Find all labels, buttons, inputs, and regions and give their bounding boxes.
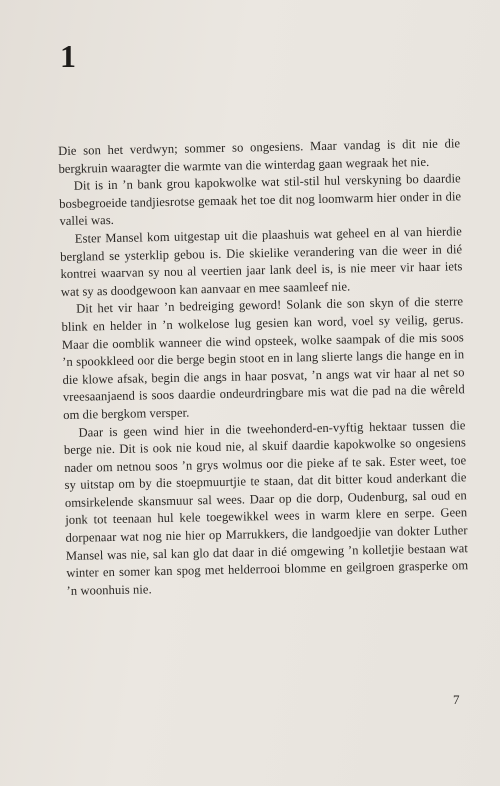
paragraph-4: Dit het vir haar ’n bedreiging geword! Solank die son skyn of die sterre blink en helder in ’n wolkelose lug gesien kan word, voel sy veilig, gerus. Maar die oomblik wanneer die wind opsteek, wolke saampak of die mis soos ’n spookkleed oor die berge begin stoot en in lang slierte langs die hange en in die klowe afsak, begin die angs in haar posvat, ’n angs wat vir haar al net so vreesaanjaend is soos daardie ondeurdringbare mis wat die pad na die wêreld om die bergkom versper.: [61, 294, 465, 422]
paragraph-5: Daar is geen wind hier in die tweehonderd-en-vyftig hektaar tussen die berge nie. Dit is ook nie koud nie, al skuif daardie kapokwolke so ongesiens nader om netnou soos ’n grys wolmus oor die pieke af te sak. Ester weet, toe sy uitstap om by die stoepmuurtjie te staan, dat dit bitter koud anderkant die omsirkelende skansmuur sal wees. Daar op die dorp, Oudenburg, sal oud en jonk tot teenaan hul kele toegewikkel wees in warm klere en serpe. Geen dorpenaar wat nog nie hier op Marrukkers, die landgoedjie van dokter Luther Mansel was nie, sal kan glo dat daar in dié omgewing ’n kolletjie bestaan wat winter en somer kan spog met helderrooi blomme en geilgroen grasperke om ’n woonhuis nie.: [63, 417, 469, 598]
chapter-number: 1: [60, 38, 76, 74]
page-number: 7: [453, 692, 460, 707]
paragraph-1: Die son het verdwyn; sommer so ongesiens. Maar vandag is dit nie die bergkruin waaragter die warmte van die winterdag gaan wegraak het nie.: [58, 136, 461, 176]
paragraph-3: Ester Mansel kom uitgestap uit die plaashuis wat geheel en al van hierdie bergland se ysterklip gebou is. Die skielike verandering van die weer in dié kontrei waarvan sy nou al veertien jaar lank deel is, is nie meer vir haar iets wat sy as doodgewoon kan aanvaar en mee saamleef nie.: [60, 224, 463, 299]
chapter-body-text: [58, 135, 469, 600]
paragraph-2: Dit is in ’n bank grou kapokwolke wat stil-stil hul verskyning bo daardie bosbegroeide tandjiesrotse gemaak het toe dit nog loomwarm hier onder in die vallei was.: [59, 171, 462, 229]
